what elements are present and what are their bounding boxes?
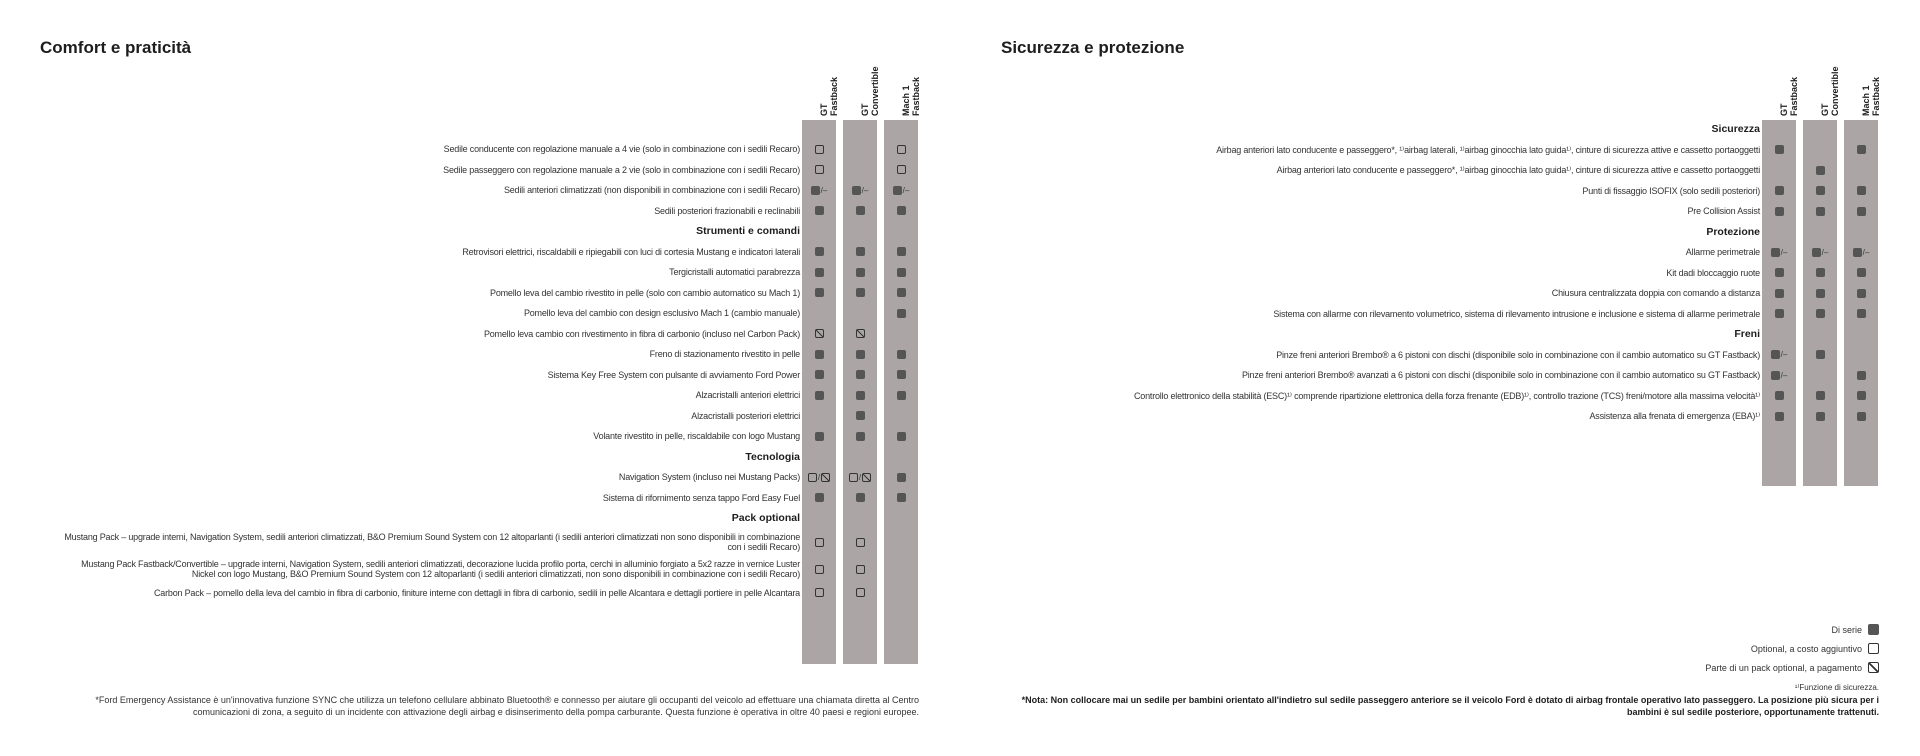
column-header-label: Mach 1 Fastback <box>1861 76 1881 116</box>
standard-icon <box>1775 309 1784 318</box>
feature-label: Sistema di rifornimento senza tappo Ford Easy Fuel <box>602 492 800 503</box>
availability-cell <box>1762 160 1796 181</box>
availability-cell <box>884 385 918 406</box>
availability-cell <box>802 201 836 222</box>
availability-cell <box>1844 304 1878 325</box>
availability-cell <box>1803 263 1837 284</box>
function-note: ¹⁾Funzione di sicurezza. <box>1794 683 1879 692</box>
standard-icon <box>856 370 865 379</box>
availability-separator: /– <box>1780 350 1788 360</box>
availability-cell <box>843 139 877 160</box>
table-row <box>1018 345 1760 366</box>
standard-icon <box>897 268 906 277</box>
standard-icon <box>897 370 906 379</box>
feature-label: Sedile passeggero con regolazione manuale a 2 vie (solo in combinazione con i sedili Recaro) <box>443 164 800 175</box>
table-row <box>1018 365 1760 386</box>
availability-cell <box>884 488 918 509</box>
availability-cell <box>884 467 918 488</box>
availability-cell <box>1762 201 1796 222</box>
availability-cell <box>843 180 877 201</box>
standard-icon <box>1857 371 1866 380</box>
availability-cell <box>884 242 918 263</box>
safety-note: *Nota: Non collocare mai un sedile per bambini orientato all'indietro sul sedile passeggero anteriore se il veicolo Ford è dotato di airbag frontale operativo lato passeggero. La posizione più sicura per i bambini è sul sedile posteriore, opportunamente trattenuti. <box>1021 695 1879 717</box>
optional-icon <box>815 588 824 597</box>
table-row <box>58 365 800 386</box>
availability-cell <box>884 556 918 583</box>
availability-cell <box>1803 345 1837 366</box>
table-row <box>1018 160 1760 181</box>
standard-icon <box>1868 624 1879 635</box>
standard-icon <box>1812 248 1821 257</box>
feature-label: Kit dadi bloccaggio ruote <box>1666 267 1760 278</box>
feature-label: Tergicristalli automatici parabrezza <box>669 267 800 278</box>
standard-icon <box>1857 145 1866 154</box>
availability-separator: /– <box>820 185 828 195</box>
section-heading-label: Freni <box>1734 328 1760 341</box>
availability-cell <box>1844 160 1878 181</box>
table-row <box>1018 201 1760 222</box>
availability-cell <box>802 406 836 427</box>
standard-icon <box>856 268 865 277</box>
standard-icon <box>893 186 902 195</box>
table-row <box>58 556 800 583</box>
availability-cell <box>1803 140 1837 161</box>
standard-icon <box>1816 391 1825 400</box>
availability-cell <box>802 556 836 583</box>
availability-cell <box>802 344 836 365</box>
feature-label: Pomello leva cambio con rivestimento in fibra di carbonio (incluso nel Carbon Pack) <box>483 328 800 339</box>
availability-cell <box>802 324 836 345</box>
availability-cell <box>1762 406 1796 427</box>
feature-label: Chiusura centralizzata doppia con comando a distanza <box>1551 288 1760 299</box>
standard-icon <box>1816 309 1825 318</box>
availability-separator: /– <box>1780 370 1788 380</box>
feature-label: Carbon Pack – pomello della leva del cambio in fibra di carbonio, finiture interne con dettagli in fibra di carbonio, sedili in pelle Alcantara e dettagli portiere in pelle Alcantara <box>153 587 800 598</box>
feature-label: Airbag anteriori lato conducente e passeggero*, ¹⁾airbag laterali, ¹⁾airbag ginocchia lato guida¹⁾, cinture di sicurezza attive e cassetto portaoggetti <box>1216 144 1760 155</box>
availability-cell <box>1762 304 1796 325</box>
feature-label: Controllo elettronico della stabilità (ESC)¹⁾ comprende ripartizione elettronica della forza frenante (EDB)¹⁾, controllo trazione (TCS) freni/motore alla massima velocità¹⁾ <box>1133 390 1760 401</box>
feature-label: Freno di stazionamento rivestito in pelle <box>649 349 800 360</box>
feature-label: Pinze freni anteriori Brembo® avanzati a 6 pistoni con dischi (disponibile solo in combinazione con il cambio automatico su GT Fastback) <box>1241 370 1760 381</box>
availability-cell <box>1762 263 1796 284</box>
feature-label: Sistema Key Free System con pulsante di avviamento Ford Power <box>547 369 800 380</box>
availability-cell <box>884 160 918 181</box>
optional-icon <box>856 588 865 597</box>
availability-cell <box>1803 181 1837 202</box>
standard-icon <box>1775 207 1784 216</box>
standard-icon <box>815 268 824 277</box>
availability-cell <box>802 529 836 556</box>
standard-icon <box>856 288 865 297</box>
table-row <box>58 488 800 509</box>
column-header-label: GT Fastback <box>1779 76 1799 116</box>
availability-cell <box>802 583 836 604</box>
optional-icon <box>815 165 824 174</box>
availability-cell <box>802 365 836 386</box>
standard-icon <box>1816 350 1825 359</box>
availability-cell <box>843 344 877 365</box>
standard-icon <box>856 411 865 420</box>
availability-cell <box>1762 345 1796 366</box>
standard-icon <box>815 206 824 215</box>
availability-cell <box>802 385 836 406</box>
section-heading <box>1018 222 1760 243</box>
standard-icon <box>897 247 906 256</box>
availability-separator: / <box>817 472 821 482</box>
availability-cell <box>1844 201 1878 222</box>
availability-cell <box>1762 242 1796 263</box>
standard-icon <box>1775 145 1784 154</box>
optional-icon <box>808 473 817 482</box>
feature-label: Sedili posteriori frazionabili e reclinabili <box>654 205 800 216</box>
standard-icon <box>1816 207 1825 216</box>
legend-label: Di serie <box>1831 624 1862 635</box>
availability-cell <box>884 139 918 160</box>
feature-label: Sedile conducente con regolazione manuale a 4 vie (solo in combinazione con i sedili Recaro) <box>443 144 800 155</box>
optional-icon <box>849 473 858 482</box>
table-row <box>1018 304 1760 325</box>
table-row <box>58 180 800 201</box>
legend-label: Parte di un pack optional, a pagamento <box>1705 662 1862 673</box>
standard-icon <box>815 247 824 256</box>
section-heading <box>58 447 800 468</box>
availability-cell <box>1844 140 1878 161</box>
standard-icon <box>815 370 824 379</box>
standard-icon <box>1857 207 1866 216</box>
availability-cell <box>1762 181 1796 202</box>
availability-cell <box>843 529 877 556</box>
availability-cell <box>884 283 918 304</box>
table-row <box>1018 140 1760 161</box>
legend-label: Optional, a costo aggiuntivo <box>1750 643 1862 654</box>
standard-icon <box>1816 268 1825 277</box>
standard-icon <box>1816 186 1825 195</box>
table-row <box>1018 283 1760 304</box>
standard-icon <box>897 391 906 400</box>
standard-icon <box>1775 412 1784 421</box>
feature-label: Navigation System (incluso nei Mustang Packs) <box>618 472 800 483</box>
feature-label: Pinze freni anteriori Brembo® a 6 pistoni con dischi (disponibile solo in combinazione con il cambio automatico su GT Fastback) <box>1276 349 1760 360</box>
section-heading-label: Sicurezza <box>1711 123 1760 136</box>
standard-icon <box>852 186 861 195</box>
availability-cell <box>843 201 877 222</box>
comfort-panel <box>0 0 930 756</box>
availability-cell <box>843 385 877 406</box>
availability-cell <box>802 160 836 181</box>
table-row <box>58 324 800 345</box>
standard-icon <box>897 432 906 441</box>
section-title: Comfort e praticità <box>40 38 192 57</box>
table-row <box>1018 242 1760 263</box>
table-row <box>58 344 800 365</box>
standard-icon <box>1857 268 1866 277</box>
availability-cell <box>843 324 877 345</box>
section-heading-label: Pack optional <box>731 512 800 525</box>
availability-cell <box>843 426 877 447</box>
optional-icon <box>815 565 824 574</box>
standard-icon <box>815 350 824 359</box>
table-row <box>1018 181 1760 202</box>
column-header <box>1762 60 1799 116</box>
availability-separator: /– <box>1780 247 1788 257</box>
availability-cell <box>843 262 877 283</box>
standard-icon <box>856 432 865 441</box>
availability-cell <box>843 365 877 386</box>
section-heading-label: Strumenti e comandi <box>696 225 800 238</box>
feature-label: Assistenza alla frenata di emergenza (EBA)¹⁾ <box>1589 411 1760 422</box>
standard-icon <box>815 432 824 441</box>
availability-cell <box>884 303 918 324</box>
standard-icon <box>811 186 820 195</box>
section-heading <box>58 508 800 529</box>
standard-icon <box>1816 166 1825 175</box>
availability-cell <box>1803 283 1837 304</box>
legend-item <box>1751 643 1879 654</box>
standard-icon <box>1771 248 1780 257</box>
footnote: *Ford Emergency Assistance è un'innovativa funzione SYNC che utilizza un telefono cellulare abbinato Bluetooth® e connesso per aiutare gli occupanti del veicolo ad effettuare una chiamata diretta al Centro comunicazioni di zona, a seguito di un incidente con attivazione degli airbag e disinserimento della pompa carburante. Questa funzione è operativa in oltre 40 paesi e regioni europee. <box>95 695 919 717</box>
table-row <box>58 139 800 160</box>
column-header <box>884 60 921 116</box>
feature-label: Mustang Pack Fastback/Convertible – upgrade interni, Navigation System, sedili anteriori climatizzati, decorazione lucida profilo porta, cerchi in alluminio forgiato a 5x2 razze in vernice Luster Nickel con logo Mustang, B&O Premium Sound System con 12 altoparlanti (i sedili anteriori climatizzati, non sono disponibili in combinazione con i sedili Recaro) <box>81 559 800 579</box>
feature-label: Pre Collision Assist <box>1687 206 1760 217</box>
optional-icon <box>815 538 824 547</box>
pack-icon <box>815 329 824 338</box>
availability-cell <box>1844 283 1878 304</box>
pack-icon <box>821 473 830 482</box>
feature-label: Pomello leva del cambio rivestito in pelle (solo con cambio automatico su Mach 1) <box>490 287 800 298</box>
table-row <box>58 201 800 222</box>
feature-label: Alzacristalli posteriori elettrici <box>691 410 800 421</box>
availability-cell <box>802 283 836 304</box>
table-row <box>58 283 800 304</box>
standard-icon <box>897 309 906 318</box>
availability-cell <box>884 406 918 427</box>
availability-cell <box>1762 365 1796 386</box>
table-row <box>58 583 800 604</box>
availability-cell <box>1844 242 1878 263</box>
availability-cell <box>802 467 836 488</box>
optional-icon <box>856 565 865 574</box>
pack-icon <box>1868 662 1879 673</box>
section-heading <box>1018 324 1760 345</box>
feature-label: Punti di fissaggio ISOFIX (solo sedili posteriori) <box>1582 185 1760 196</box>
standard-icon <box>815 288 824 297</box>
table-row <box>58 385 800 406</box>
availability-cell <box>884 201 918 222</box>
availability-cell <box>843 488 877 509</box>
column-header-label: GT Convertible <box>860 66 880 116</box>
standard-icon <box>856 493 865 502</box>
availability-cell <box>843 283 877 304</box>
standard-icon <box>1771 350 1780 359</box>
column-header <box>843 60 880 116</box>
table-row <box>58 406 800 427</box>
availability-cell <box>843 467 877 488</box>
availability-cell <box>802 180 836 201</box>
section-heading-label: Protezione <box>1706 225 1760 238</box>
standard-icon <box>1775 289 1784 298</box>
standard-icon <box>897 288 906 297</box>
feature-label: Pomello leva del cambio con design esclusivo Mach 1 (cambio manuale) <box>523 308 800 319</box>
availability-cell <box>1762 283 1796 304</box>
availability-cell <box>1844 406 1878 427</box>
column-header <box>1803 60 1840 116</box>
standard-icon <box>856 206 865 215</box>
table-row <box>1018 386 1760 407</box>
feature-label: Sistema con allarme con rilevamento volumetrico, sistema di rilevamento intrusione e inclusione e sistema di allarme perimetrale <box>1273 308 1760 319</box>
standard-icon <box>1857 289 1866 298</box>
table-row <box>1018 263 1760 284</box>
availability-cell <box>884 324 918 345</box>
availability-cell <box>802 262 836 283</box>
availability-cell <box>802 139 836 160</box>
availability-cell <box>1762 386 1796 407</box>
table-row <box>1018 406 1760 427</box>
safety-panel <box>960 0 1890 756</box>
standard-icon <box>1816 412 1825 421</box>
standard-icon <box>1816 289 1825 298</box>
availability-cell <box>884 583 918 604</box>
availability-cell <box>884 180 918 201</box>
availability-cell <box>1803 242 1837 263</box>
column-header-label: GT Fastback <box>819 76 839 116</box>
standard-icon <box>897 473 906 482</box>
availability-cell <box>843 583 877 604</box>
availability-cell <box>1844 365 1878 386</box>
availability-cell <box>843 242 877 263</box>
availability-separator: /– <box>902 185 910 195</box>
availability-cell <box>802 242 836 263</box>
optional-icon <box>856 538 865 547</box>
pack-icon <box>862 473 871 482</box>
table-row <box>58 426 800 447</box>
section-heading <box>1018 119 1760 140</box>
optional-icon <box>1868 643 1879 654</box>
optional-icon <box>897 145 906 154</box>
availability-cell <box>843 406 877 427</box>
availability-cell <box>1844 386 1878 407</box>
section-heading-label: Tecnologia <box>745 450 800 463</box>
availability-cell <box>884 344 918 365</box>
availability-cell <box>884 262 918 283</box>
standard-icon <box>897 206 906 215</box>
standard-icon <box>856 350 865 359</box>
table-row <box>58 262 800 283</box>
standard-icon <box>1853 248 1862 257</box>
standard-icon <box>856 247 865 256</box>
availability-cell <box>1803 304 1837 325</box>
standard-icon <box>897 350 906 359</box>
standard-icon <box>1857 309 1866 318</box>
availability-cell <box>1803 386 1837 407</box>
availability-separator: /– <box>1862 247 1870 257</box>
section-title: Sicurezza e protezione <box>1001 38 1185 57</box>
standard-icon <box>815 493 824 502</box>
pack-icon <box>856 329 865 338</box>
standard-icon <box>815 391 824 400</box>
optional-icon <box>897 165 906 174</box>
section-heading <box>58 221 800 242</box>
availability-cell <box>1844 345 1878 366</box>
standard-icon <box>1771 371 1780 380</box>
feature-label: Retrovisori elettrici, riscaldabili e ripiegabili con luci di cortesia Mustang e indicatori laterali <box>462 246 800 257</box>
availability-cell <box>843 303 877 324</box>
column-header <box>802 60 839 116</box>
feature-label: Sedili anteriori climatizzati (non disponibili in combinazione con i sedili Recaro) <box>503 185 800 196</box>
availability-cell <box>1844 263 1878 284</box>
standard-icon <box>1857 391 1866 400</box>
table-row <box>58 529 800 556</box>
feature-label: Volante rivestito in pelle, riscaldabile con logo Mustang <box>593 431 800 442</box>
availability-cell <box>802 426 836 447</box>
availability-cell <box>1803 201 1837 222</box>
column-header-label: GT Convertible <box>1820 66 1840 116</box>
availability-separator: /– <box>1821 247 1829 257</box>
standard-icon <box>1775 268 1784 277</box>
standard-icon <box>1775 186 1784 195</box>
feature-label: Allarme perimetrale <box>1685 247 1760 258</box>
column-header <box>1844 60 1881 116</box>
availability-cell <box>843 160 877 181</box>
availability-cell <box>802 488 836 509</box>
table-row <box>58 242 800 263</box>
feature-label: Mustang Pack – upgrade interni, Navigation System, sedili anteriori climatizzati, B&O Premium Sound System con 12 altoparlanti (i sedili anteriori climatizzati non sono disponibili in combinazione con i sedili Recaro) <box>64 532 800 552</box>
feature-label: Airbag anteriori lato conducente e passeggero*, ¹⁾airbag ginocchia lato guida¹⁾, cinture di sicurezza attive e cassetto portaoggetti <box>1276 165 1760 176</box>
table-row <box>58 160 800 181</box>
standard-icon <box>897 493 906 502</box>
standard-icon <box>1857 186 1866 195</box>
availability-cell <box>802 303 836 324</box>
legend-item <box>1831 624 1879 635</box>
availability-cell <box>884 529 918 556</box>
availability-cell <box>884 426 918 447</box>
legend-item <box>1705 662 1879 673</box>
availability-separator: / <box>858 472 862 482</box>
availability-cell <box>884 365 918 386</box>
availability-cell <box>1803 160 1837 181</box>
availability-cell <box>843 556 877 583</box>
availability-cell <box>1803 406 1837 427</box>
availability-separator: /– <box>861 185 869 195</box>
standard-icon <box>856 391 865 400</box>
feature-label: Alzacristalli anteriori elettrici <box>695 390 800 401</box>
availability-cell <box>1803 365 1837 386</box>
availability-cell <box>1844 181 1878 202</box>
table-row <box>58 467 800 488</box>
standard-icon <box>1857 412 1866 421</box>
availability-cell <box>1762 140 1796 161</box>
column-header-label: Mach 1 Fastback <box>901 76 921 116</box>
table-row <box>58 303 800 324</box>
optional-icon <box>815 145 824 154</box>
standard-icon <box>1775 391 1784 400</box>
